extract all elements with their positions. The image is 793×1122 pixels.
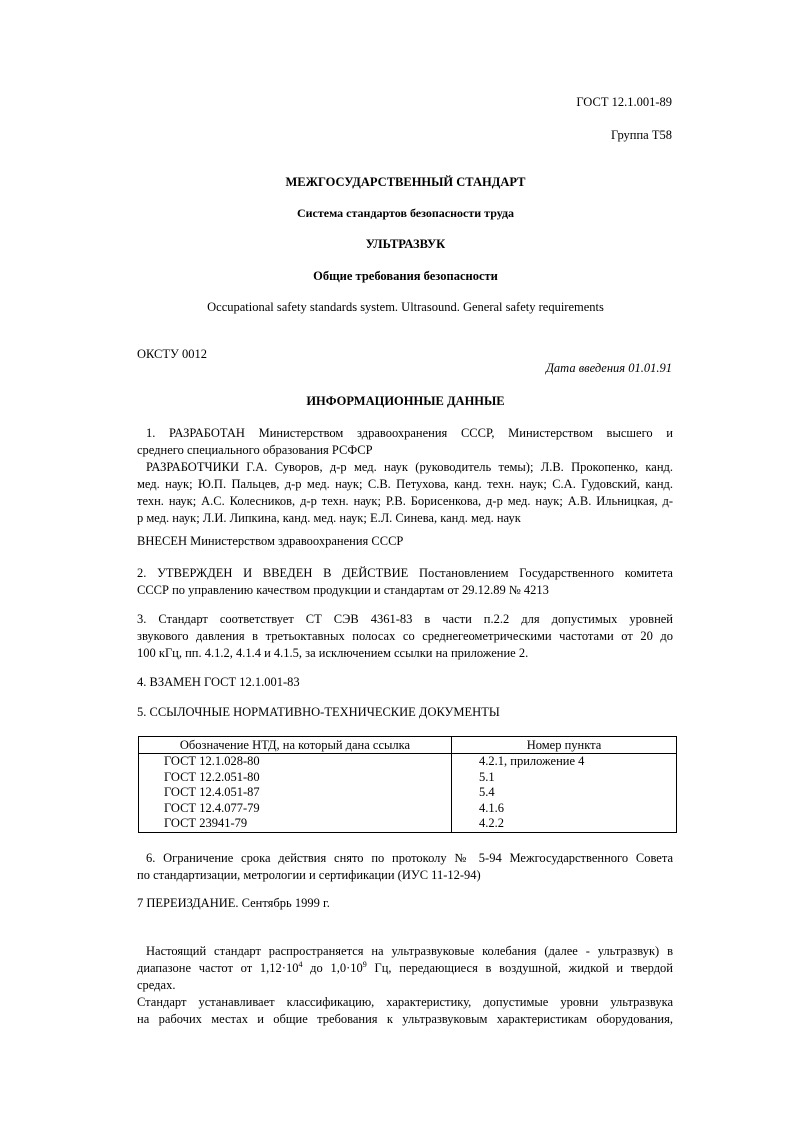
- b1-line2: [137, 960, 673, 977]
- table-row: [139, 785, 677, 801]
- paragraph-1: [137, 425, 673, 527]
- table-header-row: [139, 737, 677, 754]
- info-heading: ИНФОРМАЦИОННЫЕ ДАННЫЕ: [306, 394, 505, 408]
- paragraph-6: [137, 850, 673, 884]
- paragraph-2: [137, 565, 673, 599]
- table-cell-doc: ГОСТ 23941-79: [139, 816, 452, 832]
- table-cell-item: 4.2.1, приложение 4: [452, 754, 677, 770]
- p1-dev2: мед. наук; Ю.П. Пальцев, д-р мед. наук; С.В. Петухова, канд. техн. наук; С.А. Гудовский, канд.: [137, 477, 673, 491]
- b2-line2: на рабочих местах и общие требования к ультразвуковым характеристикам оборудования,: [137, 1012, 673, 1026]
- table-row: [139, 770, 677, 786]
- b1-line3: средах.: [137, 978, 176, 992]
- introduction-date: Дата введения 01.01.91: [545, 361, 672, 375]
- document-title: УЛЬТРАЗВУК: [365, 237, 446, 251]
- table-cell-doc: ГОСТ 12.4.077-79: [139, 801, 452, 817]
- p1-dev1: РАЗРАБОТЧИКИ Г.А. Суворов, д-р мед. наук (руководитель темы); Л.В. Прокопенко, канд.: [146, 460, 673, 474]
- exponent-4: 4: [298, 960, 303, 969]
- table-row: [139, 754, 677, 770]
- b1-line2-part-c: Гц, передающиеся в воздушной, жидкой и твердой: [366, 961, 673, 975]
- table-cell-doc: ГОСТ 12.2.051-80: [139, 770, 452, 786]
- b1-line2-part-b: до 1,0·10: [302, 961, 363, 975]
- ntd-table: [138, 736, 677, 833]
- okstu-code: ОКСТУ 0012: [137, 347, 208, 361]
- table-cell-item: 4.1.6: [452, 801, 677, 817]
- vnesen-line: ВНЕСЕН Министерством здравоохранения СССР: [137, 534, 404, 548]
- table-header-doc: Обозначение НТД, на который дана ссылка: [139, 737, 452, 754]
- system-heading: Система стандартов безопасности труда: [296, 206, 515, 220]
- p3-line3: 100 кГц, пп. 4.1.2, 4.1.4 и 4.1.5, за исключением ссылки на приложение 2.: [137, 646, 529, 660]
- gost-number: ГОСТ 12.1.001-89: [576, 95, 672, 109]
- b2-line1: Стандарт устанавливает классификацию, характеристику, допустимые уровни ультразвука: [137, 995, 673, 1009]
- document-subtitle: Общие требования безопасности: [313, 269, 498, 283]
- table-row: [139, 801, 677, 817]
- p1-line1: 1. РАЗРАБОТАН Министерством здравоохранения СССР, Министерством высшего и: [146, 426, 673, 440]
- body-paragraph-1: [137, 943, 673, 1028]
- p3-line2: звукового давления в третьоктавных полосах со среднегеометрическими частотами от 20 до: [137, 629, 673, 643]
- p1-dev4: р мед. наук; Л.И. Липкина, канд. мед. наук; Е.Л. Синева, канд. мед. наук: [137, 511, 521, 525]
- table-row: [139, 816, 677, 832]
- b1-line1: Настоящий стандарт распространяется на ультразвуковые колебания (далее - ультразвук) в: [146, 944, 673, 958]
- p6-line1: 6. Ограничение срока действия снято по протоколу № 5-94 Межгосударственного Совета: [146, 851, 673, 865]
- paragraph-7: 7 ПЕРЕИЗДАНИЕ. Сентябрь 1999 г.: [137, 896, 330, 910]
- table-cell-doc: ГОСТ 12.4.051-87: [139, 785, 452, 801]
- english-title: Occupational safety standards system. Ultrasound. General safety requirements: [207, 300, 604, 314]
- b1-line2-part-a: диапазоне частот от 1,12·10: [137, 961, 299, 975]
- table-header-item: Номер пункта: [452, 737, 677, 754]
- table-cell-item: 5.1: [452, 770, 677, 786]
- standard-heading: МЕЖГОСУДАРСТВЕННЫЙ СТАНДАРТ: [285, 175, 526, 189]
- table-cell-item: 5.4: [452, 785, 677, 801]
- p2-line1: 2. УТВЕРЖДЕН И ВВЕДЕН В ДЕЙСТВИЕ Постановлением Государственного комитета: [137, 566, 673, 580]
- paragraph-5: 5. ССЫЛОЧНЫЕ НОРМАТИВНО-ТЕХНИЧЕСКИЕ ДОКУМЕНТЫ: [137, 705, 500, 719]
- p1-line2: среднего специального образования РСФСР: [137, 443, 373, 457]
- p6-line2: по стандартизации, метрологии и сертификации (ИУС 11-12-94): [137, 868, 481, 882]
- p1-dev3: техн. наук; А.С. Колесников, д-р техн. наук; Р.В. Борисенкова, д-р мед. наук; А.В. Ильницкая, д-: [137, 494, 673, 508]
- paragraph-3: [137, 611, 673, 662]
- exponent-9: 9: [362, 960, 367, 969]
- p2-line2: СССР по управлению качеством продукции и стандартам от 29.12.89 № 4213: [137, 583, 549, 597]
- paragraph-4: 4. ВЗАМЕН ГОСТ 12.1.001-83: [137, 675, 300, 689]
- table-cell-doc: ГОСТ 12.1.028-80: [139, 754, 452, 770]
- group-code: Группа Т58: [611, 128, 672, 142]
- table-cell-item: 4.2.2: [452, 816, 677, 832]
- p3-line1: 3. Стандарт соответствует СТ СЭВ 4361-83 в части п.2.2 для допустимых уровней: [137, 612, 673, 626]
